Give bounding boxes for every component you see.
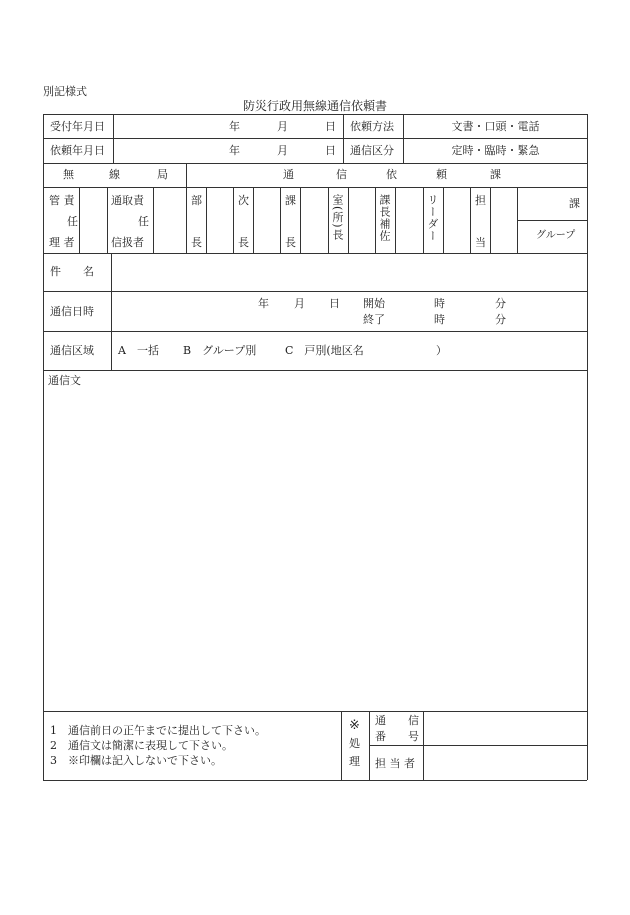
leader-label: リーダー [426,194,439,242]
reception-date-label: 受付年月日 [50,120,105,133]
note-item: 2 通信文は簡潔に表現して下さい。 [50,739,233,752]
area-option-household[interactable]: C 戸別(地区名 [285,344,364,357]
communication-number-label-top: 通 信 [375,714,419,727]
handler-stamp-box[interactable] [154,188,185,252]
communication-datetime-label: 通信日時 [50,305,94,318]
deputy-section-chief-label: 課長補佐 [378,194,391,242]
deputy-section-chief-stamp-box[interactable] [396,188,422,252]
message-label: 通信文 [48,374,81,387]
communication-category-options[interactable]: 定時・臨時・緊急 [451,144,540,157]
director-stamp-box[interactable] [207,188,232,252]
communication-number-input[interactable] [424,712,586,744]
request-method-label: 依頼方法 [350,120,394,133]
office-chief-stamp-box[interactable] [349,188,374,252]
section-name-label: 課 [569,197,580,210]
staff-in-charge-label: 担 当 者 [375,757,415,770]
form-reference: 別記様式 [43,85,87,98]
request-method-options[interactable]: 文書・口頭・電話 [451,120,540,133]
district-close-paren: ） [436,344,447,357]
form-title: 防災行政用無線通信依頼書 [242,99,387,113]
communication-number-label-bottom: 番 号 [375,730,419,743]
deputy-director-stamp-box[interactable] [254,188,279,252]
communication-area-label: 通信区域 [50,344,94,357]
message-body-input[interactable] [44,390,586,710]
subject-label: 件 名 [50,265,94,278]
manager-stamp-box[interactable] [80,188,106,252]
start-label: 開始 [363,297,385,310]
area-option-all[interactable]: A 一括 [118,344,159,357]
note-item: 1 通信前日の正午までに提出して下さい。 [50,724,266,737]
end-label: 終了 [363,313,385,326]
staff-stamp-box[interactable] [491,188,516,252]
group-name-label: グループ [536,230,576,241]
office-chief-label: 室(所)長 [331,194,344,241]
note-item: 3 ※印欄は記入しないで下さい。 [50,754,222,767]
section-chief-stamp-box[interactable] [301,188,327,252]
area-option-group[interactable]: B グループ別 [183,344,257,357]
communication-category-label: 通信区分 [350,144,394,157]
subject-input[interactable] [112,254,586,290]
leader-stamp-box[interactable] [444,188,469,252]
request-date-label: 依頼年月日 [50,144,105,157]
staff-in-charge-input[interactable] [424,746,586,779]
